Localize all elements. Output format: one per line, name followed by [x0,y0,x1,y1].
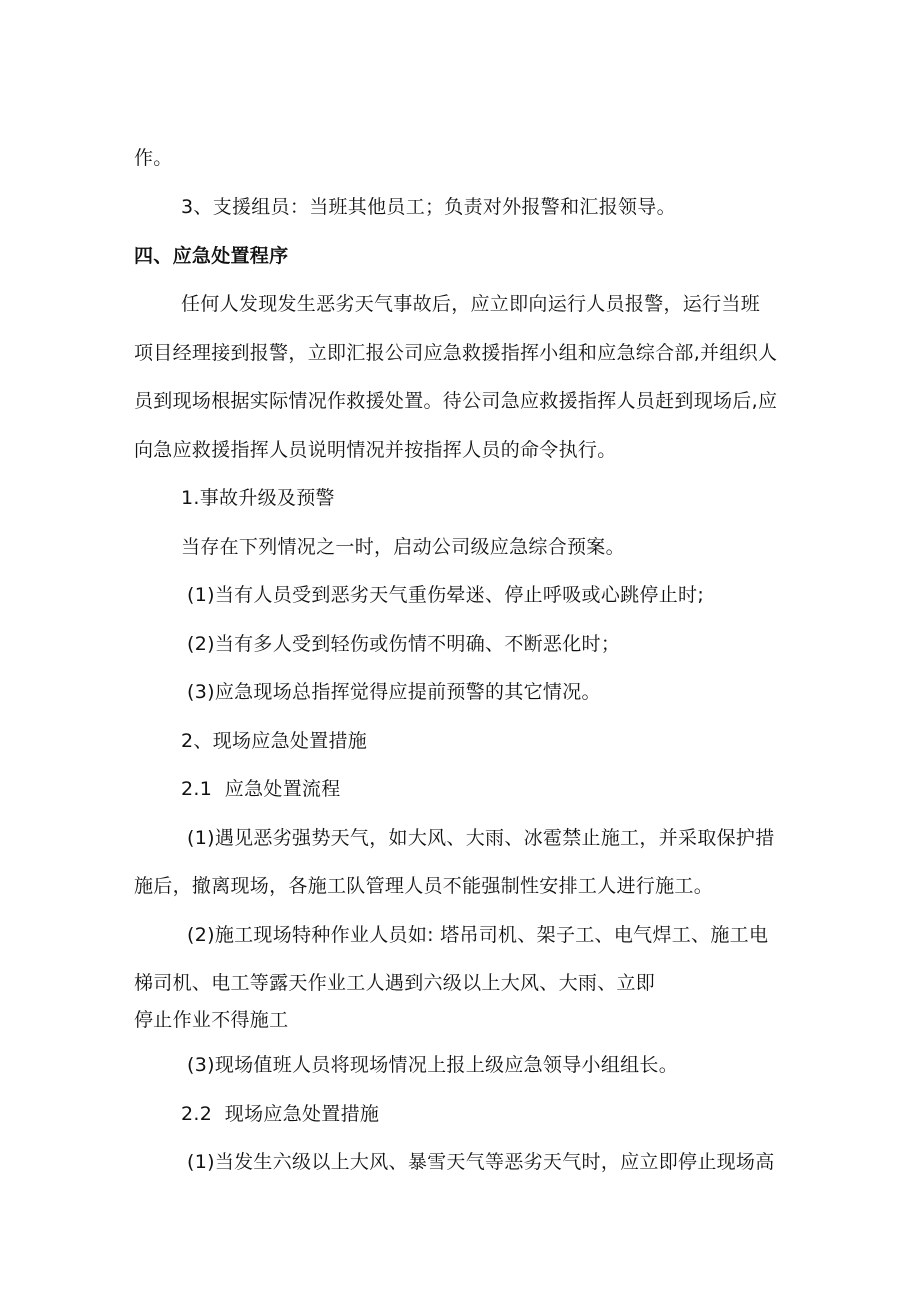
paragraph-continuation: 作。 [134,147,173,169]
procedure-paragraph-line: 向急应救援指挥人员说明情况并按指挥人员的命令执行。 [134,439,617,461]
section-heading-procedure: 四、应急处置程序 [134,245,289,267]
flow-item-line: 停止作业不得施工 [134,1009,289,1031]
subheading-onsite-measures: 2、现场应急处置措施 [181,730,368,752]
flow-item-line: 梯司机、电工等露天作业工人遇到六级以上大风、大雨、立即 [134,972,656,994]
support-member-item: 3、支援组员：当班其他员工；负责对外报警和汇报领导。 [181,196,676,218]
escalation-intro: 当存在下列情况之一时，启动公司级应急综合预案。 [181,536,625,558]
flow-item-line: (1)遇见恶劣强势天气，如大风、大雨、冰雹禁止施工，并采取保护措 [187,827,775,849]
measures-item-line: (1)当发生六级以上大风、暴雪天气等恶劣天气时，应立即停止现场高 [187,1151,775,1173]
procedure-paragraph-line: 任何人发现发生恶劣天气事故后，应立即向运行人员报警，运行当班 [181,293,761,315]
subheading-flow: 2.1 应急处置流程 [181,778,341,800]
escalation-item: (1)当有人员受到恶劣天气重伤晕迷、停止呼吸或心跳停止时; [187,584,705,606]
flow-item-line: (2)施工现场特种作业人员如: 塔吊司机、架子工、电气焊工、施工电 [187,924,769,946]
escalation-item: (3)应急现场总指挥觉得应提前预警的其它情况。 [187,681,601,703]
subheading-escalation: 1.事故升级及预警 [181,487,335,509]
procedure-paragraph-line: 项目经理接到报警，立即汇报公司应急救援指挥小组和应急综合部,并组织人 [134,342,778,364]
escalation-item: (2)当有多人受到轻伤或伤情不明确、不断恶化时； [187,633,621,655]
procedure-paragraph-line: 员到现场根据实际情况作救援处置。待公司急应救援指挥人员赶到现场后,应 [134,390,778,412]
flow-item-line: (3)现场值班人员将现场情况上报上级应急领导小组组长。 [187,1054,679,1076]
subheading-measures: 2.2 现场应急处置措施 [181,1103,380,1125]
flow-item-line: 施后，撤离现场，各施工队管理人员不能强制性安排工人进行施工。 [134,875,714,897]
